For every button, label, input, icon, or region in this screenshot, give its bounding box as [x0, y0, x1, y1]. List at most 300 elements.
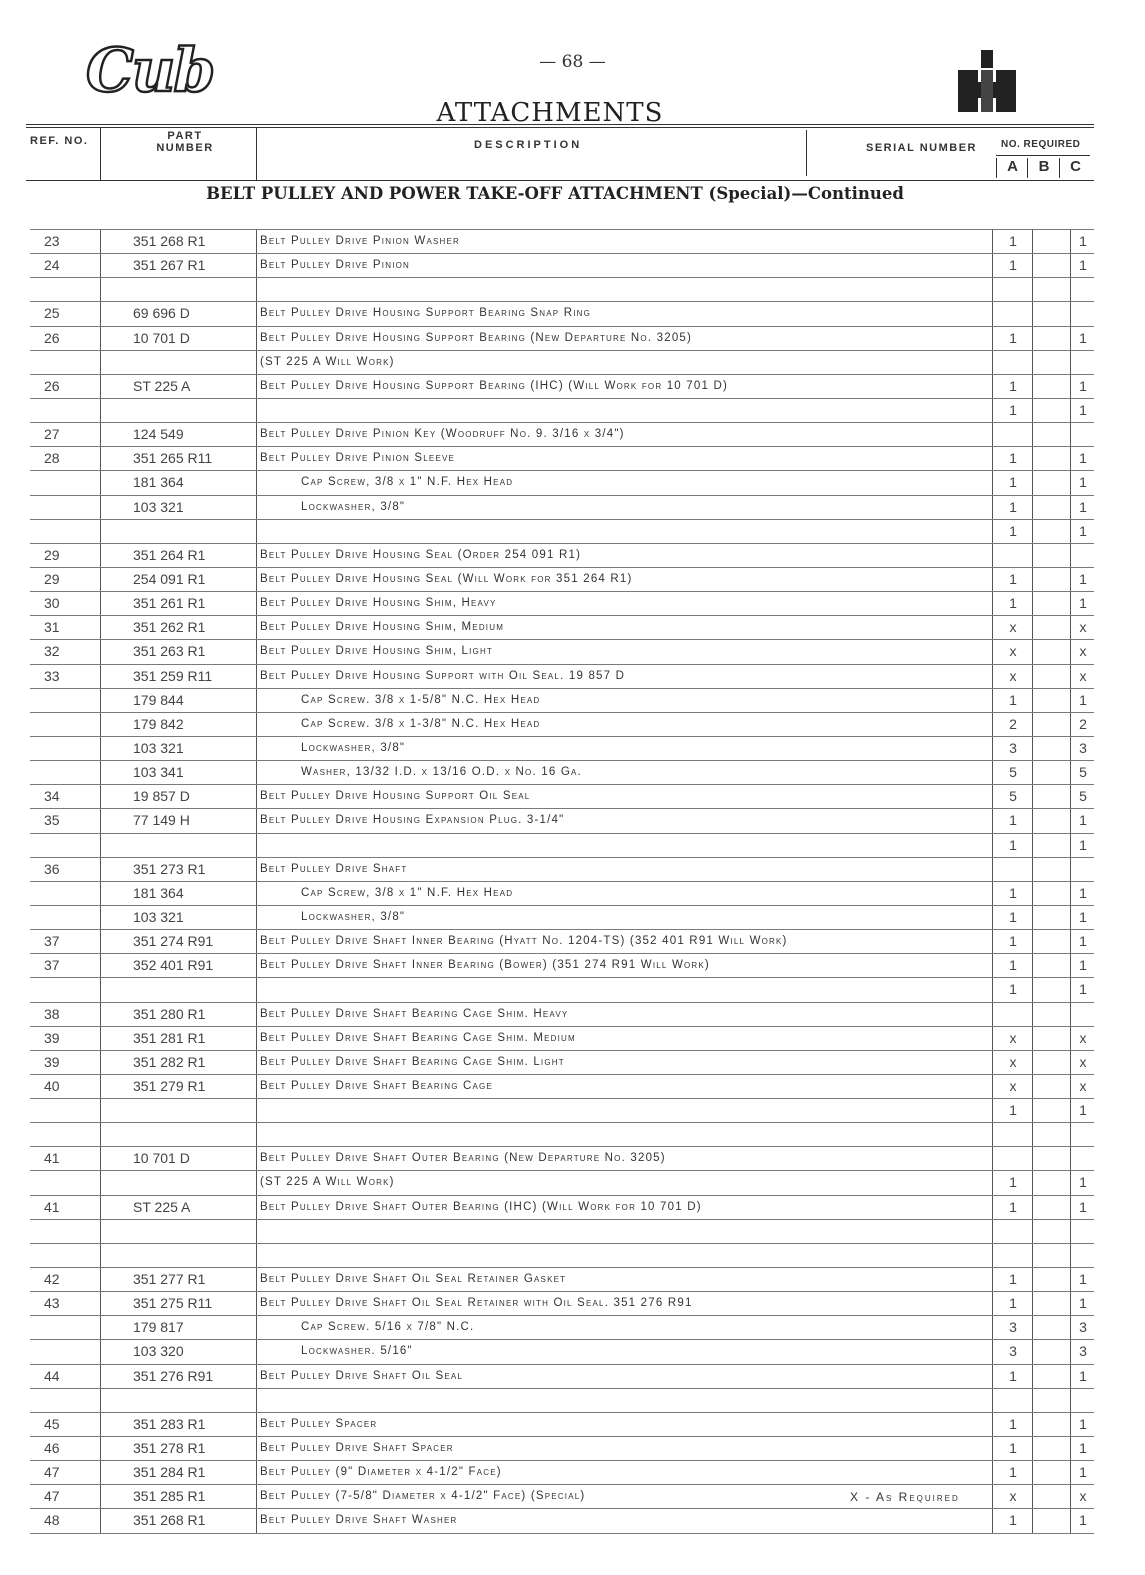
part-number: 77 149 H: [100, 809, 283, 832]
qty-b: [1032, 1485, 1071, 1508]
ref-number: 37: [44, 957, 60, 974]
part-number: 254 091 R1: [100, 568, 283, 591]
qty-b: [1032, 616, 1071, 639]
ref-number: [30, 496, 102, 519]
part-number: 351 275 R11: [100, 1292, 283, 1315]
col-part-line2: NUMBER: [156, 142, 214, 154]
qty-c: 1: [1070, 1171, 1095, 1194]
qty-c: 1: [1070, 496, 1095, 519]
qty-a: 1: [992, 882, 1033, 905]
ref-number: 36: [44, 860, 60, 877]
ref-number: 38: [44, 1005, 60, 1022]
table-row: [30, 1051, 1094, 1075]
qty-c: 1: [1070, 520, 1095, 543]
description: Belt Pulley Drive Shaft Oil Seal Retainer with Oil Seal. 351 276 R91: [256, 1292, 995, 1315]
qty-c: 1: [1070, 906, 1095, 929]
description: Belt Pulley Drive Housing Support with Oil Seal. 19 857 D: [256, 665, 995, 688]
table-row-blank: [30, 278, 1094, 302]
qty-a: 1: [992, 230, 1033, 253]
table-row: [30, 954, 1094, 978]
qty-a: [992, 278, 1033, 301]
qty-a: 1: [992, 1171, 1033, 1194]
description: Lockwasher, 3/8": [256, 496, 1036, 519]
qty-c: [1070, 858, 1095, 881]
ref-number: 42: [44, 1271, 60, 1288]
table-row: [30, 834, 1094, 858]
qty-c: [1070, 278, 1095, 301]
qty-c: [1070, 1220, 1095, 1243]
qty-b: [1032, 785, 1071, 808]
qty-b: [1032, 230, 1071, 253]
part-number: 351 279 R1: [100, 1075, 283, 1098]
qty-c: 5: [1070, 785, 1095, 808]
qty-a: x: [992, 1075, 1033, 1098]
qty-a: 1: [992, 375, 1033, 398]
ref-number: 26: [44, 377, 60, 394]
qty-a: [992, 1389, 1033, 1412]
parts-table: [30, 229, 1094, 1534]
qty-c: 1: [1070, 1413, 1095, 1436]
qty-b: [1032, 592, 1071, 615]
ref-number: 26: [44, 329, 60, 346]
qty-c: x: [1070, 1485, 1095, 1508]
qty-b: [1032, 954, 1071, 977]
header-bottom-rule: [26, 180, 1094, 181]
part-number: 351 263 R1: [100, 640, 283, 663]
part-number: ST 225 A: [100, 1196, 283, 1219]
ref-number: [30, 1171, 102, 1194]
qty-c: 1: [1070, 1268, 1095, 1291]
qty-c: [1070, 302, 1095, 325]
ref-number: 27: [44, 426, 60, 443]
part-number: 124 549: [100, 423, 283, 446]
description: Lockwasher, 3/8": [256, 906, 1036, 929]
ref-number: [30, 1099, 102, 1122]
qty-a: x: [992, 616, 1033, 639]
part-number: ST 225 A: [100, 375, 283, 398]
qty-a: [992, 351, 1033, 374]
part-number: 10 701 D: [100, 327, 283, 350]
table-row: [30, 1171, 1094, 1195]
qty-b: [1032, 640, 1071, 663]
description: Cap Screw, 3/8 x 1" N.F. Hex Head: [256, 882, 1036, 905]
ref-number: 46: [44, 1440, 60, 1457]
ref-number: [30, 1340, 102, 1363]
qty-c: x: [1070, 640, 1095, 663]
qty-c: 1: [1070, 1365, 1095, 1388]
qty-b: [1032, 447, 1071, 470]
qty-c: [1070, 423, 1095, 446]
description: Cap Screw, 3/8 x 1" N.F. Hex Head: [256, 471, 1036, 494]
description: Belt Pulley Drive Shaft Bearing Cage: [256, 1075, 995, 1098]
qty-c: 1: [1070, 1196, 1095, 1219]
qty-c: [1070, 1003, 1095, 1026]
description: Belt Pulley Drive Shaft Bearing Cage Shim. Heavy: [256, 1003, 995, 1026]
part-number: 103 321: [100, 496, 283, 519]
qty-a: 1: [992, 496, 1033, 519]
table-row: [30, 1365, 1094, 1389]
col-divider: [100, 128, 101, 180]
ref-number: 25: [44, 305, 60, 322]
qty-b: [1032, 423, 1071, 446]
qty-b: [1032, 1365, 1071, 1388]
table-row: [30, 785, 1094, 809]
qty-b: [1032, 1316, 1071, 1339]
qty-b: [1032, 1244, 1071, 1267]
ref-number: 40: [44, 1077, 60, 1094]
table-row: [30, 1003, 1094, 1027]
description: Washer, 13/32 I.D. x 13/16 O.D. x No. 16 Ga.: [256, 761, 1036, 784]
qty-b: [1032, 689, 1071, 712]
ref-number: [30, 761, 102, 784]
qty-c: 1: [1070, 399, 1095, 422]
qty-c: 1: [1070, 1099, 1095, 1122]
description: Belt Pulley Drive Shaft Outer Bearing (New Departure No. 3205): [256, 1147, 995, 1170]
qty-b: [1032, 302, 1071, 325]
ref-number: [30, 278, 102, 301]
ref-number: [30, 689, 102, 712]
table-row: [30, 978, 1094, 1002]
part-number: 10 701 D: [100, 1147, 283, 1170]
qty-c: 3: [1070, 1316, 1095, 1339]
part-number: 352 401 R91: [100, 954, 283, 977]
table-row: [30, 1461, 1094, 1485]
qty-b: [1032, 978, 1071, 1001]
description: Belt Pulley Drive Shaft Bearing Cage Shim. Light: [256, 1051, 995, 1074]
qty-b: [1032, 1196, 1071, 1219]
qty-b: [1032, 471, 1071, 494]
table-row: [30, 1099, 1094, 1123]
description: Belt Pulley Drive Shaft Spacer: [256, 1437, 995, 1460]
ref-number: [30, 399, 102, 422]
ref-number: [30, 882, 102, 905]
ref-number: [30, 520, 102, 543]
ref-number: 29: [44, 570, 60, 587]
description: Belt Pulley Drive Shaft Outer Bearing (IHC) (Will Work for 10 701 D): [256, 1196, 995, 1219]
qty-a: 1: [992, 254, 1033, 277]
qty-c: 5: [1070, 761, 1095, 784]
ref-number: 48: [44, 1512, 60, 1529]
description: Belt Pulley Drive Shaft Inner Bearing (Bower) (351 274 R91 Will Work): [256, 954, 995, 977]
table-row: [30, 858, 1094, 882]
qty-c: 1: [1070, 375, 1095, 398]
qty-b: [1032, 1268, 1071, 1291]
description: Belt Pulley Drive Housing Expansion Plug. 3-1/4": [256, 809, 995, 832]
qty-a: 1: [992, 592, 1033, 615]
description: Belt Pulley Drive Shaft: [256, 858, 995, 881]
description: Cap Screw. 3/8 x 1-3/8" N.C. Hex Head: [256, 713, 1036, 736]
qty-b: [1032, 1340, 1071, 1363]
qty-b: [1032, 713, 1071, 736]
description: Belt Pulley Drive Shaft Oil Seal Retainer Gasket: [256, 1268, 995, 1291]
table-row: [30, 1220, 1094, 1244]
qty-b: [1032, 1099, 1071, 1122]
part-number: 351 277 R1: [100, 1268, 283, 1291]
qty-b: [1032, 882, 1071, 905]
ref-number: [30, 1244, 102, 1267]
table-row-blank: [30, 1123, 1094, 1147]
part-number: 351 282 R1: [100, 1051, 283, 1074]
qty-a: 1: [992, 520, 1033, 543]
description: Belt Pulley Drive Housing Shim, Light: [256, 640, 995, 663]
qty-c: 1: [1070, 954, 1095, 977]
part-number: 351 274 R91: [100, 930, 283, 953]
description: Belt Pulley Drive Housing Seal (Order 254 091 R1): [256, 544, 995, 567]
qty-a: 1: [992, 447, 1033, 470]
qty-a: 3: [992, 1340, 1033, 1363]
table-row: [30, 906, 1094, 930]
qty-a: [992, 858, 1033, 881]
qty-c: 1: [1070, 1292, 1095, 1315]
page-number: — 68 —: [539, 52, 606, 72]
qty-a: [992, 1244, 1033, 1267]
qty-b: [1032, 1171, 1071, 1194]
qty-c: 1: [1070, 1509, 1095, 1532]
table-row: [30, 375, 1094, 399]
qty-c: x: [1070, 1051, 1095, 1074]
col-c-header: C: [1059, 158, 1091, 178]
qty-a: x: [992, 1051, 1033, 1074]
part-number: 179 817: [100, 1316, 283, 1339]
part-number: 103 321: [100, 737, 283, 760]
table-row: [30, 1027, 1094, 1051]
qty-c: 1: [1070, 471, 1095, 494]
qty-a: 1: [992, 930, 1033, 953]
qty-b: [1032, 1389, 1071, 1412]
col-divider: [806, 130, 807, 176]
ref-number: 39: [44, 1029, 60, 1046]
qty-b: [1032, 1509, 1071, 1532]
table-row: [30, 1316, 1094, 1340]
qty-a: 1: [992, 327, 1033, 350]
qty-b: [1032, 399, 1071, 422]
ref-number: 41: [44, 1198, 60, 1215]
qty-c: [1070, 1123, 1095, 1146]
qty-b: [1032, 254, 1071, 277]
description: Belt Pulley Drive Pinion Key (Woodruff No. 9. 3/16 x 3/4"): [256, 423, 995, 446]
table-row: [30, 930, 1094, 954]
table-row: [30, 713, 1094, 737]
table-row: [30, 351, 1094, 375]
part-number: 351 281 R1: [100, 1027, 283, 1050]
description: Belt Pulley Drive Housing Support Bearing (IHC) (Will Work for 10 701 D): [256, 375, 995, 398]
qty-c: x: [1070, 616, 1095, 639]
table-row: [30, 1413, 1094, 1437]
qty-a: [992, 423, 1033, 446]
qty-a: 1: [992, 1099, 1033, 1122]
qty-a: 1: [992, 1196, 1033, 1219]
ref-number: [30, 906, 102, 929]
qty-a: 1: [992, 954, 1033, 977]
col-divider: [256, 128, 257, 180]
qty-b: [1032, 1075, 1071, 1098]
description: (ST 225 A Will Work): [256, 1171, 995, 1194]
qty-c: [1070, 351, 1095, 374]
table-row: [30, 471, 1094, 495]
part-number: 351 268 R1: [100, 230, 283, 253]
qty-b: [1032, 375, 1071, 398]
qty-a: [992, 302, 1033, 325]
table-row: [30, 1196, 1094, 1220]
part-number: 351 268 R1: [100, 1509, 283, 1532]
ref-number: [30, 713, 102, 736]
page-title: ATTACHMENTS: [436, 98, 664, 128]
ref-number: 30: [44, 595, 60, 612]
description: Belt Pulley Drive Housing Support Bearing (New Departure No. 3205): [256, 327, 995, 350]
qty-b: [1032, 761, 1071, 784]
col-part-line1: PART: [167, 130, 203, 142]
description: Belt Pulley Drive Pinion Washer: [256, 230, 995, 253]
header-rule: [26, 124, 1094, 125]
ref-number: [30, 737, 102, 760]
cub-logo: Cub: [86, 36, 214, 106]
qty-b: [1032, 1461, 1071, 1484]
qty-a: 1: [992, 1268, 1033, 1291]
table-row: [30, 520, 1094, 544]
qty-a: 1: [992, 568, 1033, 591]
qty-c: 1: [1070, 327, 1095, 350]
ref-number: 31: [44, 619, 60, 636]
qty-c: 1: [1070, 809, 1095, 832]
table-row: [30, 1075, 1094, 1099]
qty-b: [1032, 520, 1071, 543]
part-number: 179 844: [100, 689, 283, 712]
description: Belt Pulley Drive Shaft Inner Bearing (Hyatt No. 1204-TS) (352 401 R91 Will Work): [256, 930, 995, 953]
part-number: 351 264 R1: [100, 544, 283, 567]
qty-c: 1: [1070, 1461, 1095, 1484]
description: Belt Pulley (7-5/8" Diameter x 4-1/2" Face) (Special): [256, 1485, 995, 1508]
qty-b: [1032, 1123, 1071, 1146]
ref-number: 44: [44, 1367, 60, 1384]
header-rule: [26, 127, 1094, 128]
qty-c: 1: [1070, 254, 1095, 277]
qty-c: 1: [1070, 230, 1095, 253]
qty-b: [1032, 278, 1071, 301]
qty-a: [992, 544, 1033, 567]
part-number: 351 262 R1: [100, 616, 283, 639]
qty-c: [1070, 544, 1095, 567]
qty-c: 1: [1070, 978, 1095, 1001]
col-b-header: B: [1027, 158, 1060, 178]
table-row: [30, 1509, 1094, 1533]
qty-c: 1: [1070, 568, 1095, 591]
table-row: [30, 592, 1094, 616]
table-row: [30, 302, 1094, 326]
ref-number: [30, 1220, 102, 1243]
qty-b: [1032, 1413, 1071, 1436]
part-number: 351 283 R1: [100, 1413, 283, 1436]
description: Belt Pulley Drive Housing Shim, Medium: [256, 616, 995, 639]
qty-c: x: [1070, 1075, 1095, 1098]
ref-number: 45: [44, 1415, 60, 1432]
description: Belt Pulley Drive Pinion Sleeve: [256, 447, 995, 470]
description: Belt Pulley (9" Diameter x 4-1/2" Face): [256, 1461, 995, 1484]
description: Belt Pulley Drive Housing Seal (Will Work for 351 264 R1): [256, 568, 995, 591]
ref-number: 47: [44, 1488, 60, 1505]
table-row: [30, 737, 1094, 761]
qty-b: [1032, 1003, 1071, 1026]
ref-number: 41: [44, 1150, 60, 1167]
qty-a: 1: [992, 978, 1033, 1001]
qty-a: 1: [992, 1461, 1033, 1484]
description: Lockwasher, 3/8": [256, 737, 1036, 760]
qty-a: [992, 1220, 1033, 1243]
col-part-header: [155, 130, 215, 154]
qty-c: 3: [1070, 737, 1095, 760]
qty-b: [1032, 906, 1071, 929]
description: Cap Screw. 3/8 x 1-5/8" N.C. Hex Head: [256, 689, 1036, 712]
qty-c: 1: [1070, 1437, 1095, 1460]
table-row: [30, 1340, 1094, 1364]
ref-number: [30, 834, 102, 857]
qty-b: [1032, 858, 1071, 881]
ref-number: 24: [44, 257, 60, 274]
description: Belt Pulley Drive Pinion: [256, 254, 995, 277]
qty-c: 1: [1070, 447, 1095, 470]
qty-a: x: [992, 1027, 1033, 1050]
table-row: [30, 761, 1094, 785]
qty-c: [1070, 1389, 1095, 1412]
table-row: [30, 327, 1094, 351]
qty-c: [1070, 1244, 1095, 1267]
qty-a: x: [992, 665, 1033, 688]
part-number: 351 280 R1: [100, 1003, 283, 1026]
qty-b: [1032, 1292, 1071, 1315]
qty-a: 1: [992, 471, 1033, 494]
qty-c: 1: [1070, 689, 1095, 712]
qty-c: [1070, 1147, 1095, 1170]
qty-a: 1: [992, 399, 1033, 422]
qty-c: 3: [1070, 1340, 1095, 1363]
part-number: 103 320: [100, 1340, 283, 1363]
qty-b: [1032, 327, 1071, 350]
qty-b: [1032, 1437, 1071, 1460]
ref-number: [30, 471, 102, 494]
description: [256, 399, 995, 422]
ref-number: [30, 351, 102, 374]
qty-b: [1032, 544, 1071, 567]
ref-number: 28: [44, 450, 60, 467]
qty-b: [1032, 809, 1071, 832]
part-number: 351 259 R11: [100, 665, 283, 688]
description: [256, 1099, 995, 1122]
description: [256, 1123, 995, 1146]
table-row: [30, 616, 1094, 640]
qty-b: [1032, 1051, 1071, 1074]
ih-logo-icon: [958, 50, 1016, 112]
table-row: [30, 423, 1094, 447]
qty-b: [1032, 834, 1071, 857]
description: [256, 1244, 995, 1267]
qty-c: 1: [1070, 882, 1095, 905]
ref-number: 33: [44, 667, 60, 684]
table-row: [30, 882, 1094, 906]
qty-b: [1032, 1147, 1071, 1170]
description: Belt Pulley Drive Shaft Bearing Cage Shim. Medium: [256, 1027, 995, 1050]
table-row: [30, 809, 1094, 833]
description: Cap Screw. 5/16 x 7/8" N.C.: [256, 1316, 1036, 1339]
qty-a: 1: [992, 1509, 1033, 1532]
description: Belt Pulley Drive Shaft Oil Seal: [256, 1365, 995, 1388]
description: [256, 834, 995, 857]
description: [256, 978, 995, 1001]
qty-c: 2: [1070, 713, 1095, 736]
part-number: 181 364: [100, 882, 283, 905]
ref-number: 23: [44, 233, 60, 249]
footnote: X - As Required: [850, 1490, 960, 1504]
ref-number: 37: [44, 933, 60, 950]
qty-a: 5: [992, 785, 1033, 808]
